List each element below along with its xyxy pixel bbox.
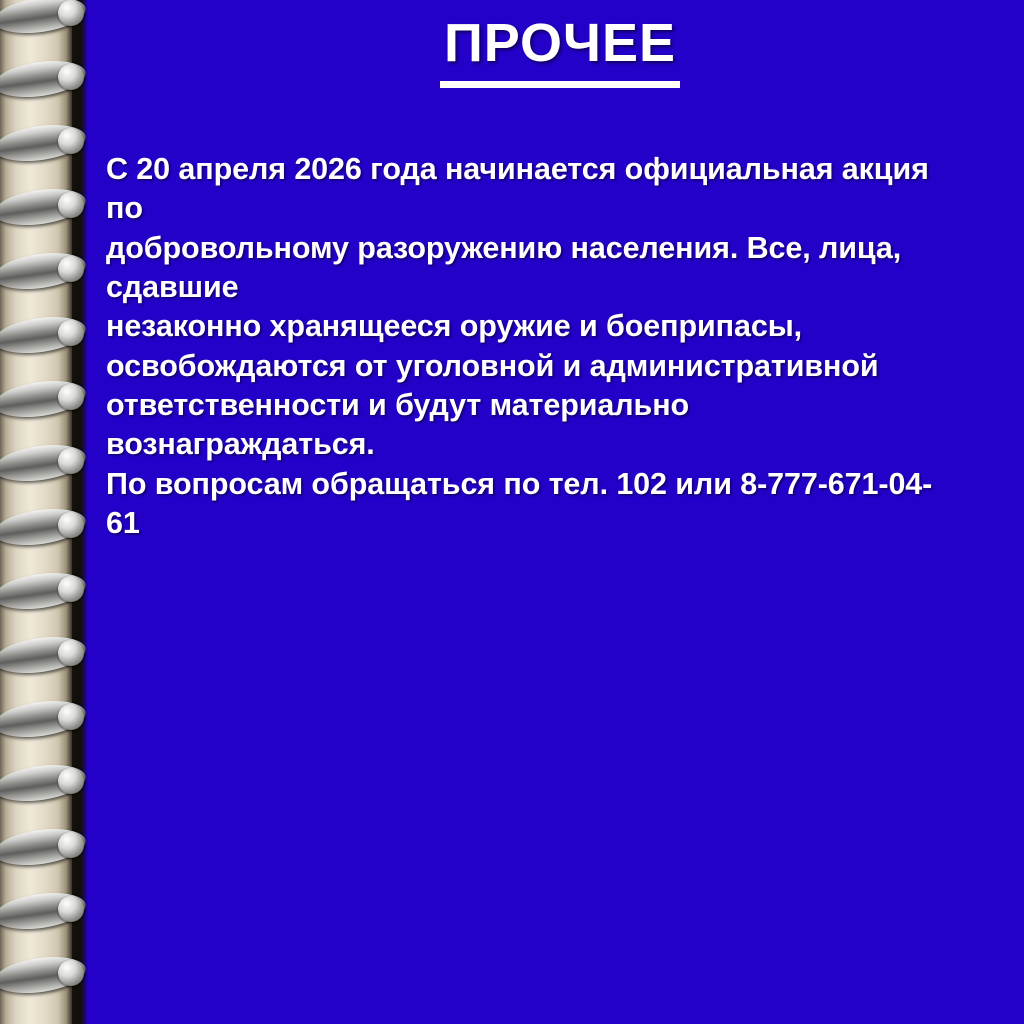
announcement-body bbox=[106, 150, 956, 543]
spiral-binding-icon bbox=[0, 0, 96, 1024]
page-title bbox=[96, 14, 1024, 88]
body-line: добровольному разоружению населения. Все, лица, сдавшие bbox=[106, 230, 902, 305]
body-line: незаконно хранящееся оружие и боеприпасы, bbox=[106, 309, 803, 344]
body-line: ответственности и будут материально вознаграждаться. bbox=[106, 388, 690, 462]
page-title-text: ПРОЧЕЕ bbox=[440, 14, 680, 88]
body-line-contact: По вопросам обращаться по тел. 102 или 8-777-671-04-61 bbox=[106, 466, 933, 541]
page-edge bbox=[72, 0, 86, 1024]
body-line: освобождаются от уголовной и административной bbox=[106, 348, 879, 383]
body-line: С 20 апреля 2026 года начинается официальная акция по bbox=[106, 152, 929, 226]
